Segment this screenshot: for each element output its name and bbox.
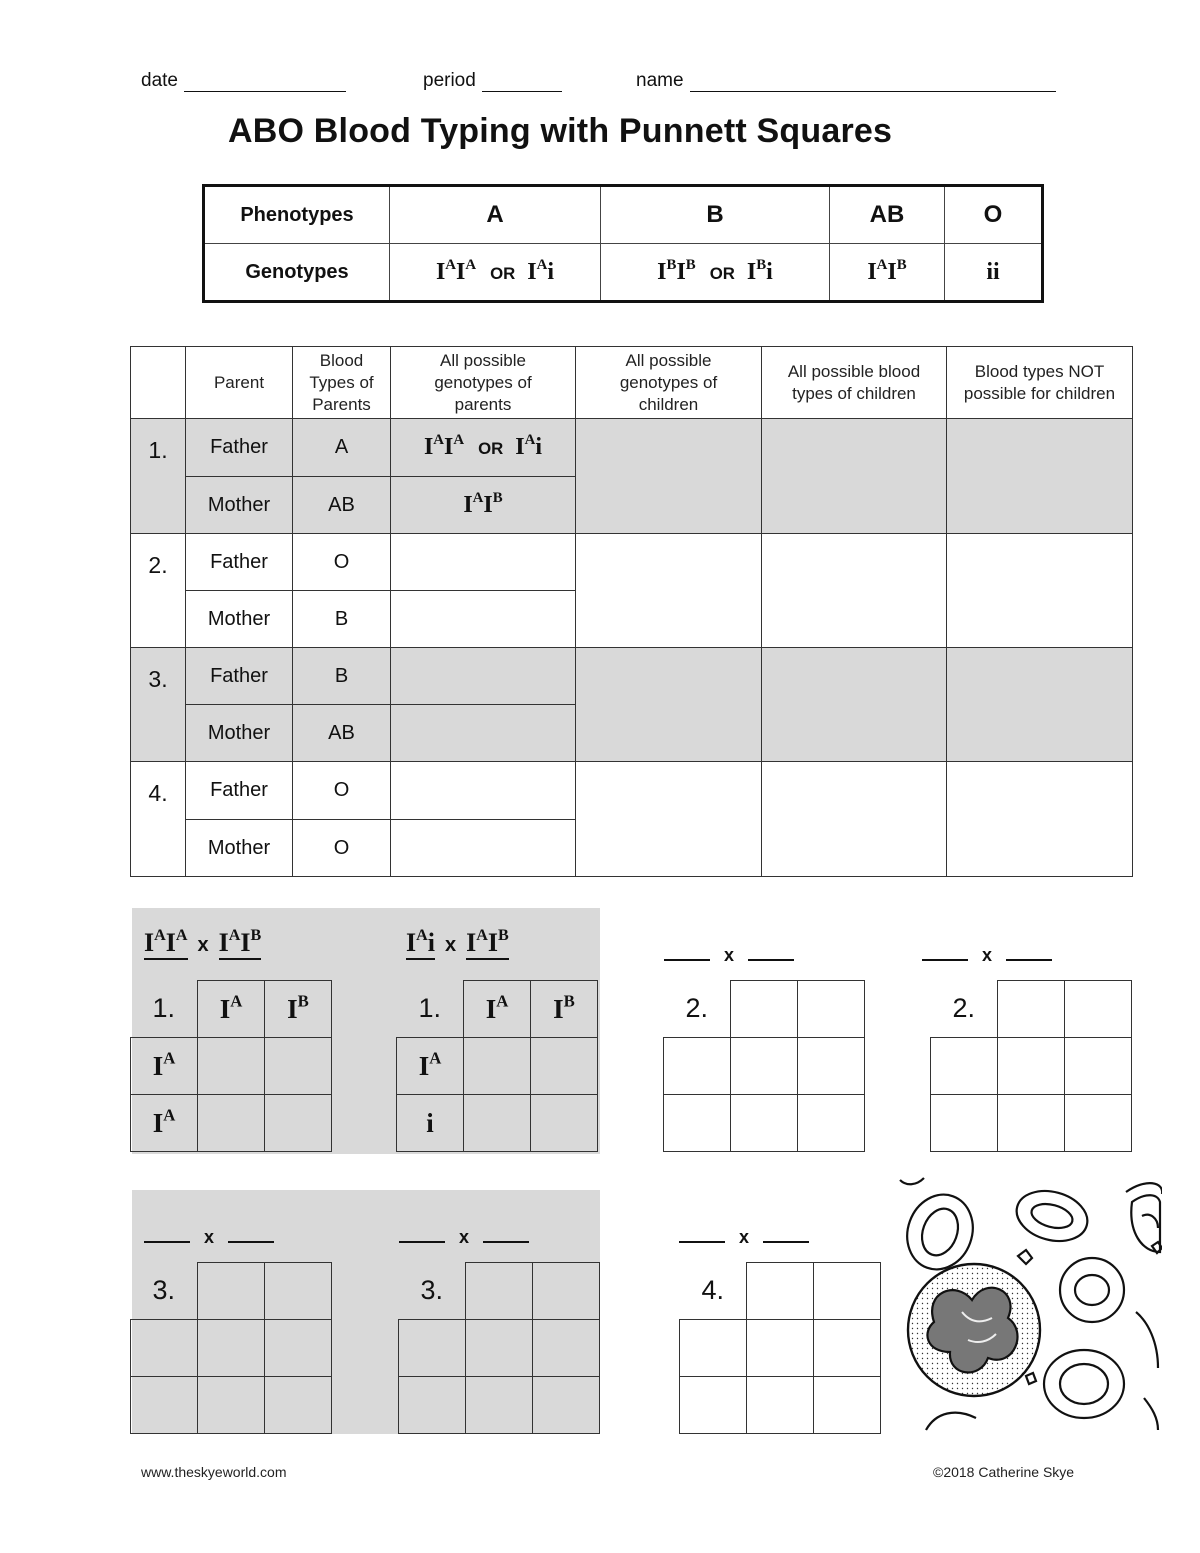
parent-father: Father bbox=[186, 762, 293, 820]
platelet bbox=[1018, 1250, 1032, 1264]
white-blood-cell bbox=[908, 1264, 1040, 1396]
blank-parent-2[interactable] bbox=[763, 1231, 809, 1243]
blank-parent-2[interactable] bbox=[483, 1231, 529, 1243]
blood-type-mother: O bbox=[293, 820, 391, 877]
period-line[interactable] bbox=[482, 73, 562, 92]
allele-top: $I^A$ bbox=[464, 981, 531, 1038]
answer-not-possible[interactable] bbox=[947, 762, 1133, 877]
allele-top: $I^B$ bbox=[265, 981, 332, 1038]
answer-child-types[interactable] bbox=[762, 648, 947, 762]
row-number: 4. bbox=[131, 762, 186, 877]
cross-1b: $I^Ai$ x $I^AI^B$ bbox=[406, 928, 509, 958]
answer-father-genotypes[interactable] bbox=[391, 762, 576, 820]
answer-father-genotypes[interactable] bbox=[391, 648, 576, 705]
parent-mother: Mother bbox=[186, 477, 293, 534]
punnett-cell[interactable] bbox=[814, 1320, 881, 1377]
phenotypes-label: Phenotypes bbox=[204, 186, 390, 244]
page-title: ABO Blood Typing with Punnett Squares bbox=[228, 112, 893, 150]
father-genotypes: $I^AI^A$ OR $I^Ai$ bbox=[391, 419, 576, 477]
allele-top[interactable] bbox=[747, 1263, 814, 1320]
genotype-b: $I^BI^B$ OR $I^Bi$ bbox=[601, 244, 830, 302]
footer-copyright: ©2018 Catherine Skye bbox=[933, 1464, 1075, 1480]
header-blood-types: Blood Types of Parents bbox=[293, 347, 391, 419]
red-blood-cell bbox=[1060, 1258, 1124, 1322]
blank-parent-1[interactable] bbox=[664, 949, 710, 961]
header-child-types: All possible blood types of children bbox=[762, 347, 947, 419]
genotype-o: ii bbox=[945, 244, 1043, 302]
answer-father-genotypes[interactable] bbox=[391, 534, 576, 591]
blank-parent-2[interactable] bbox=[1006, 949, 1052, 961]
date-line[interactable] bbox=[184, 73, 346, 92]
allele-top: $I^A$ bbox=[198, 981, 265, 1038]
allele-top[interactable] bbox=[265, 1263, 332, 1320]
allele-top: $I^B$ bbox=[531, 981, 598, 1038]
date-label: date bbox=[141, 70, 178, 91]
punnett-cell[interactable] bbox=[531, 1038, 598, 1095]
parent-mother: Mother bbox=[186, 591, 293, 648]
blood-type-mother: AB bbox=[293, 705, 391, 762]
answer-not-possible[interactable] bbox=[947, 534, 1133, 648]
answer-mother-genotypes[interactable] bbox=[391, 591, 576, 648]
allele-side[interactable] bbox=[664, 1038, 731, 1095]
allele-top[interactable] bbox=[814, 1263, 881, 1320]
table-row bbox=[131, 762, 1133, 820]
phenotype-table bbox=[202, 184, 1044, 303]
answer-mother-genotypes[interactable] bbox=[391, 705, 576, 762]
punnett-cell[interactable] bbox=[1065, 1038, 1132, 1095]
allele-top[interactable] bbox=[533, 1263, 600, 1320]
punnett-square-3a bbox=[130, 1262, 332, 1434]
cross-3b: x bbox=[399, 1220, 529, 1251]
punnett-cell[interactable] bbox=[747, 1320, 814, 1377]
allele-top[interactable] bbox=[466, 1263, 533, 1320]
punnett-cell[interactable] bbox=[731, 1095, 798, 1152]
genotype-ab: $I^AI^B$ bbox=[830, 244, 945, 302]
square-number: 2. bbox=[664, 981, 731, 1038]
cross-3a: x bbox=[144, 1220, 274, 1251]
name-label: name bbox=[636, 70, 684, 91]
parent-mother: Mother bbox=[186, 820, 293, 877]
allele-side[interactable] bbox=[664, 1095, 731, 1152]
answer-not-possible[interactable] bbox=[947, 419, 1133, 534]
punnett-cell[interactable] bbox=[798, 1095, 865, 1152]
punnett-cell[interactable] bbox=[731, 1038, 798, 1095]
blank-parent-1[interactable] bbox=[922, 949, 968, 961]
row-number: 3. bbox=[131, 648, 186, 762]
blank-parent-2[interactable] bbox=[748, 949, 794, 961]
date-field[interactable] bbox=[141, 70, 346, 92]
answer-child-genotypes[interactable] bbox=[576, 534, 762, 648]
header-child-genotypes: All possible genotypes of children bbox=[576, 347, 762, 419]
parent-father: Father bbox=[186, 419, 293, 477]
blank-parent-1[interactable] bbox=[144, 1231, 190, 1243]
blank-parent-1[interactable] bbox=[399, 1231, 445, 1243]
table-row bbox=[131, 534, 1133, 591]
period-label: period bbox=[423, 70, 476, 91]
allele-side: $I^A$ bbox=[397, 1038, 464, 1095]
cross-2b: x bbox=[922, 938, 1052, 969]
blood-type-father: O bbox=[293, 762, 391, 820]
genotypes-label: Genotypes bbox=[204, 244, 390, 302]
answer-child-genotypes[interactable] bbox=[576, 762, 762, 877]
blood-type-father: A bbox=[293, 419, 391, 477]
phenotype-a: A bbox=[390, 186, 601, 244]
punnett-square-2b bbox=[930, 980, 1132, 1152]
punnett-cell[interactable] bbox=[1065, 1095, 1132, 1152]
parent-father: Father bbox=[186, 648, 293, 705]
allele-top[interactable] bbox=[1065, 981, 1132, 1038]
phenotype-b: B bbox=[601, 186, 830, 244]
allele-side: $I^A$ bbox=[131, 1095, 198, 1152]
blood-type-mother: B bbox=[293, 591, 391, 648]
answer-child-types[interactable] bbox=[762, 534, 947, 648]
punnett-cell[interactable] bbox=[265, 1095, 332, 1152]
answer-not-possible[interactable] bbox=[947, 648, 1133, 762]
square-number: 4. bbox=[680, 1263, 747, 1320]
punnett-cell[interactable] bbox=[531, 1095, 598, 1152]
punnett-cell[interactable] bbox=[198, 1320, 265, 1377]
name-line[interactable] bbox=[690, 73, 1056, 92]
square-number: 3. bbox=[131, 1263, 198, 1320]
allele-top[interactable] bbox=[731, 981, 798, 1038]
punnett-cell[interactable] bbox=[198, 1038, 265, 1095]
phenotype-ab: AB bbox=[830, 186, 945, 244]
header-not-possible: Blood types NOT possible for children bbox=[947, 347, 1133, 419]
blood-type-father: B bbox=[293, 648, 391, 705]
punnett-cell[interactable] bbox=[998, 1038, 1065, 1095]
cross-4: x bbox=[679, 1220, 809, 1251]
allele-top[interactable] bbox=[998, 981, 1065, 1038]
header-number bbox=[131, 347, 186, 419]
blood-type-father: O bbox=[293, 534, 391, 591]
punnett-cell[interactable] bbox=[533, 1377, 600, 1434]
blood-type-mother: AB bbox=[293, 477, 391, 534]
red-blood-cell bbox=[1011, 1184, 1093, 1249]
punnett-square-4 bbox=[679, 1262, 881, 1434]
punnett-cell[interactable] bbox=[265, 1320, 332, 1377]
punnett-cell[interactable] bbox=[265, 1377, 332, 1434]
header-parent: Parent bbox=[186, 347, 293, 419]
punnett-cell[interactable] bbox=[464, 1038, 531, 1095]
allele-side[interactable] bbox=[931, 1095, 998, 1152]
answer-child-types[interactable] bbox=[762, 762, 947, 877]
punnett-cell[interactable] bbox=[265, 1038, 332, 1095]
punnett-cell[interactable] bbox=[533, 1320, 600, 1377]
allele-side[interactable] bbox=[131, 1377, 198, 1434]
punnett-square-1a bbox=[130, 980, 332, 1152]
parent-father: Father bbox=[186, 534, 293, 591]
phenotype-o: O bbox=[945, 186, 1043, 244]
punnett-square-3b bbox=[398, 1262, 600, 1434]
allele-side[interactable] bbox=[680, 1377, 747, 1434]
square-number: 2. bbox=[931, 981, 998, 1038]
allele-side: i bbox=[397, 1095, 464, 1152]
genotype-a: $I^AI^A$ OR $I^Ai$ bbox=[390, 244, 601, 302]
allele-side[interactable] bbox=[399, 1320, 466, 1377]
punnett-cell[interactable] bbox=[198, 1095, 265, 1152]
punnett-cell[interactable] bbox=[798, 1038, 865, 1095]
allele-top[interactable] bbox=[798, 981, 865, 1038]
blood-cells-illustration bbox=[896, 1172, 1162, 1432]
footer-website[interactable]: www.theskyeworld.com bbox=[141, 1464, 287, 1480]
allele-side[interactable] bbox=[399, 1377, 466, 1434]
cross-1a: $I^AI^A$ x $I^AI^B$ bbox=[144, 928, 261, 958]
answer-child-types[interactable] bbox=[762, 419, 947, 534]
punnett-cell[interactable] bbox=[466, 1377, 533, 1434]
allele-side[interactable] bbox=[931, 1038, 998, 1095]
platelet bbox=[1026, 1373, 1036, 1384]
answer-child-genotypes[interactable] bbox=[576, 419, 762, 534]
square-number: 3. bbox=[399, 1263, 466, 1320]
punnett-cell[interactable] bbox=[747, 1377, 814, 1434]
row-number: 1. bbox=[131, 419, 186, 534]
allele-side[interactable] bbox=[131, 1320, 198, 1377]
punnett-cell[interactable] bbox=[466, 1320, 533, 1377]
punnett-square-2a bbox=[663, 980, 865, 1152]
table-row bbox=[131, 419, 1133, 477]
blank-parent-1[interactable] bbox=[679, 1231, 725, 1243]
answer-child-genotypes[interactable] bbox=[576, 648, 762, 762]
blank-parent-2[interactable] bbox=[228, 1231, 274, 1243]
punnett-square-1b bbox=[396, 980, 598, 1152]
mother-genotypes: $I^AI^B$ bbox=[391, 477, 576, 534]
parent-mother: Mother bbox=[186, 705, 293, 762]
punnett-cell[interactable] bbox=[814, 1377, 881, 1434]
worksheet-table bbox=[130, 346, 1133, 877]
name-field[interactable] bbox=[636, 70, 1056, 92]
square-number: 1. bbox=[131, 981, 198, 1038]
row-number: 2. bbox=[131, 534, 186, 648]
punnett-cell[interactable] bbox=[464, 1095, 531, 1152]
allele-side: $I^A$ bbox=[131, 1038, 198, 1095]
allele-top[interactable] bbox=[198, 1263, 265, 1320]
punnett-cell[interactable] bbox=[198, 1377, 265, 1434]
allele-side[interactable] bbox=[680, 1320, 747, 1377]
punnett-cell[interactable] bbox=[998, 1095, 1065, 1152]
header-parent-genotypes: All possible genotypes of parents bbox=[391, 347, 576, 419]
cross-2a: x bbox=[664, 938, 794, 969]
period-field[interactable] bbox=[423, 70, 562, 92]
square-number: 1. bbox=[397, 981, 464, 1038]
table-row bbox=[131, 648, 1133, 705]
answer-mother-genotypes[interactable] bbox=[391, 820, 576, 877]
red-blood-cell bbox=[1044, 1350, 1124, 1418]
